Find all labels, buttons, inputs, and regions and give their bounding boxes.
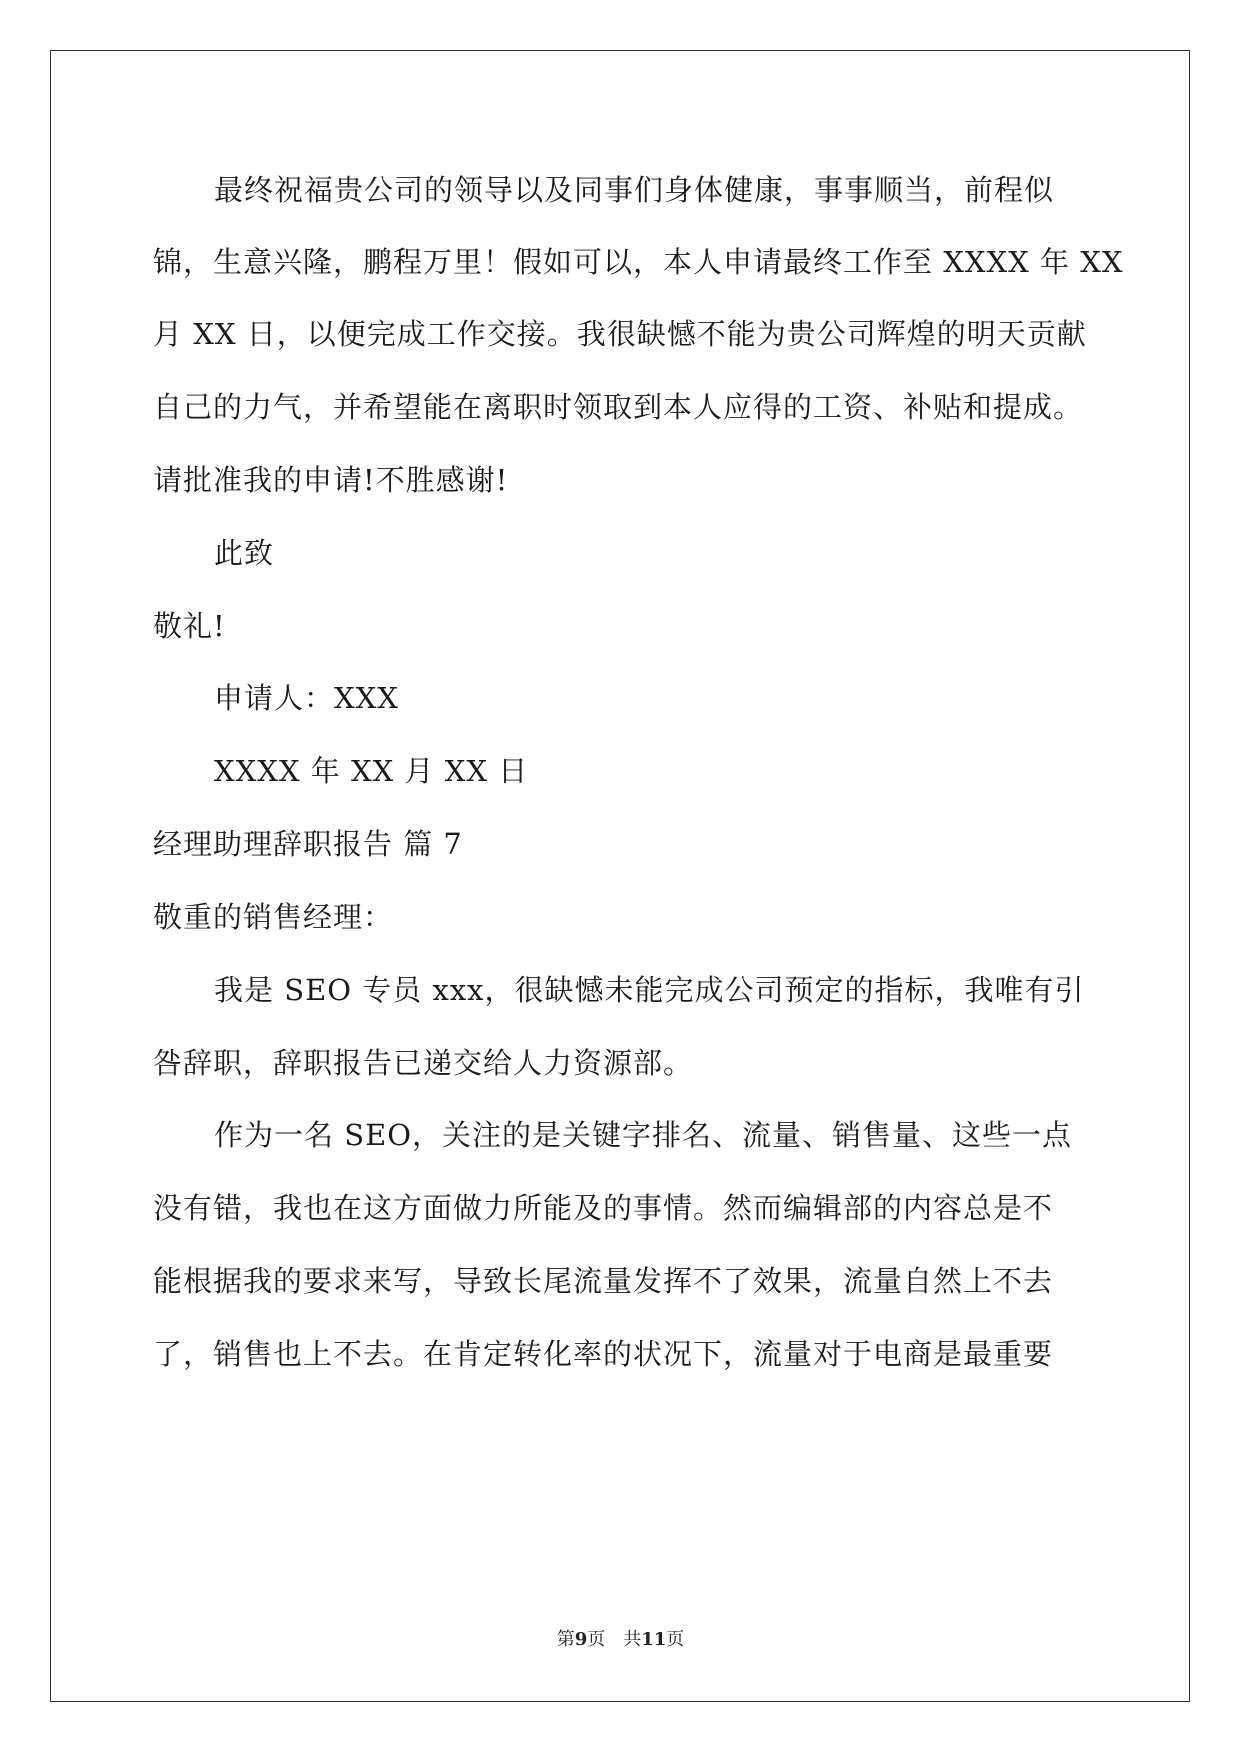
signature-date: XXXX 年 XX 月 XX 日	[214, 754, 529, 788]
paragraph-line: 咎辞职，辞职报告已递交给人力资源部。	[153, 1046, 694, 1080]
page-number-footer	[0, 1628, 1241, 1652]
paragraph-line: 最终祝福贵公司的领导以及同事们身体健康，事事顺当，前程似	[214, 173, 1055, 207]
paragraph-line: 能根据我的要求来写，导致长尾流量发挥不了效果，流量自然上不去	[153, 1264, 1054, 1298]
footer-suffix: 页	[666, 1629, 685, 1650]
footer-prefix: 第	[556, 1629, 575, 1650]
section-heading: 经理助理辞职报告 篇 7	[153, 827, 463, 861]
signature-applicant: 申请人：XXX	[214, 681, 399, 715]
paragraph-line: 请批准我的申请!不胜感谢!	[153, 463, 509, 497]
footer-middle: 页 共	[587, 1629, 642, 1650]
paragraph-line: 没有错，我也在这方面做力所能及的事情。然而编辑部的内容总是不	[153, 1191, 1054, 1225]
page-border	[50, 50, 1190, 1702]
paragraph-line: 我是 SEO 专员 xxx，很缺憾未能完成公司预定的指标，我唯有引	[214, 973, 1085, 1007]
closing-salutation: 此致	[214, 536, 275, 570]
paragraph-line: 月 XX 日，以便完成工作交接。我很缺憾不能为贵公司辉煌的明天贡献	[153, 317, 1087, 351]
paragraph-line: 了，销售也上不去。在肯定转化率的状况下，流量对于电商是最重要	[153, 1337, 1054, 1371]
letter-greeting: 敬重的销售经理：	[153, 900, 394, 934]
paragraph-line: 锦，生意兴隆，鹏程万里！假如可以，本人申请最终工作至 XXXX 年 XX	[153, 245, 1124, 279]
paragraph-line: 作为一名 SEO，关注的是关键字排名、流量、销售量、这些一点	[214, 1118, 1073, 1152]
paragraph-line: 自己的力气，并希望能在离职时领取到本人应得的工资、补贴和提成。	[153, 390, 1084, 424]
total-pages-number: 11	[641, 1629, 667, 1650]
closing-regards: 敬礼!	[153, 609, 226, 643]
current-page-number: 9	[574, 1629, 588, 1650]
